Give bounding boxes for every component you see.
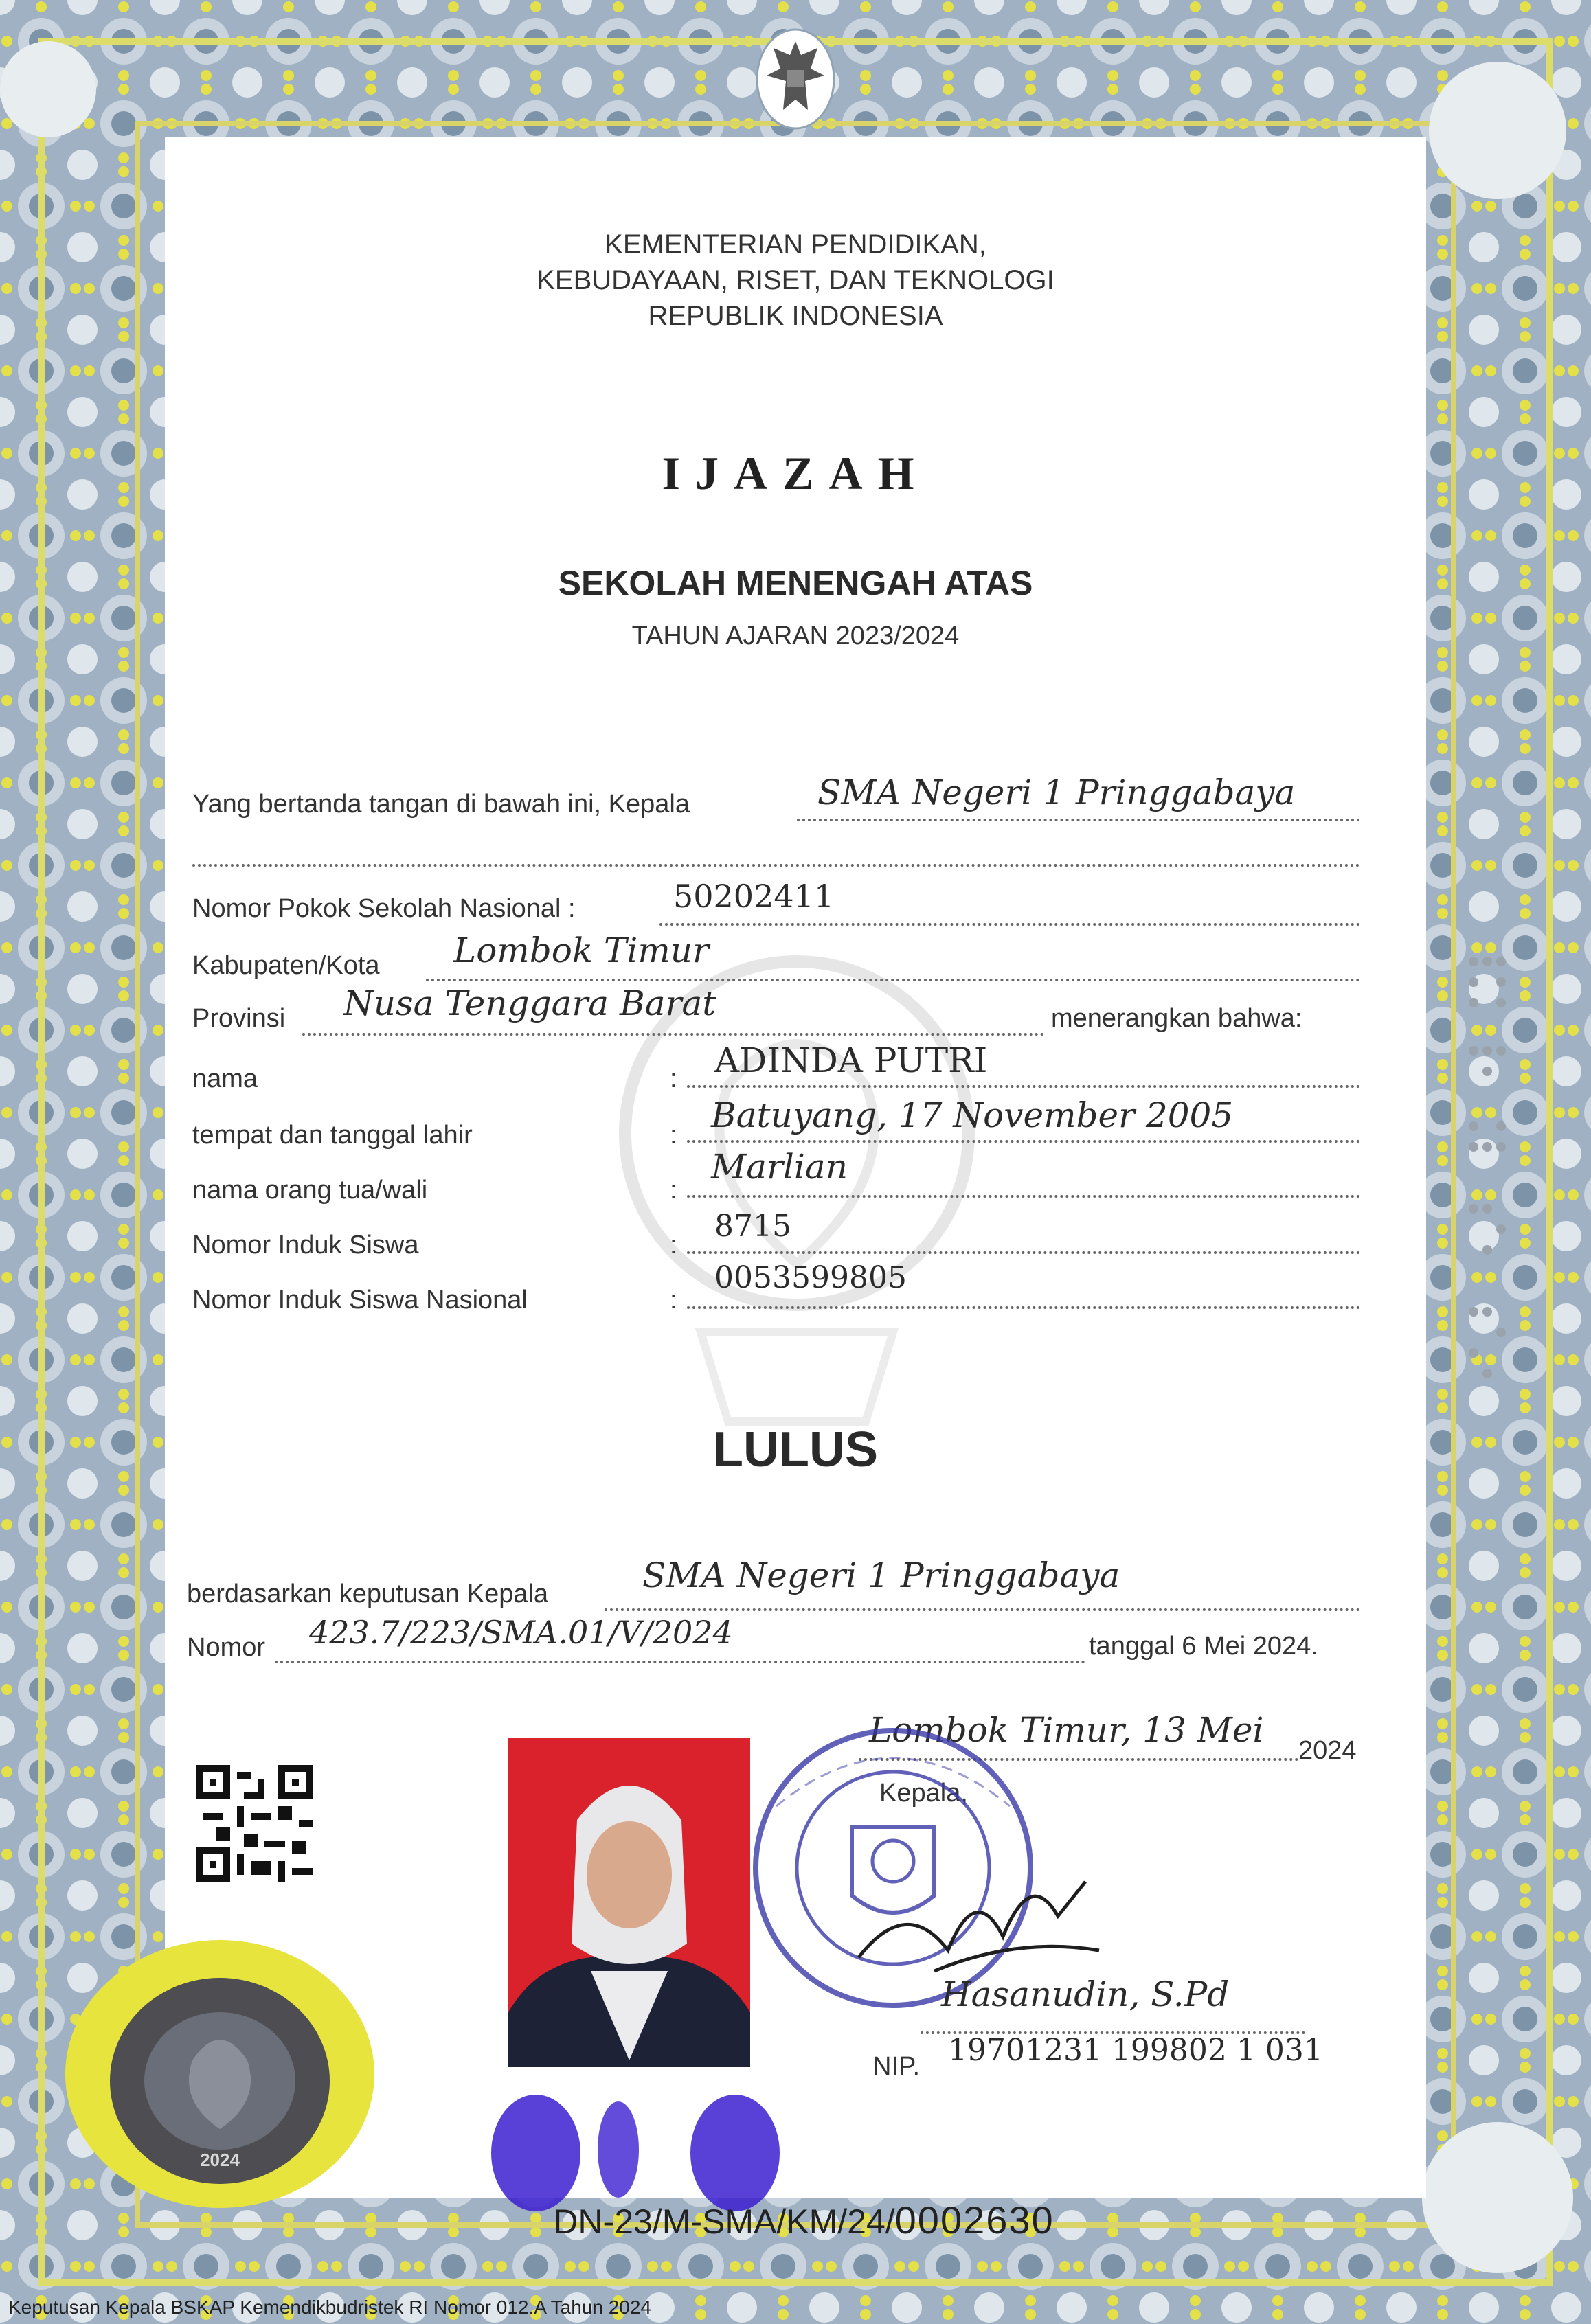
- npsn-value: 50202411: [673, 878, 835, 915]
- name-dotline: [687, 1085, 1360, 1088]
- regency-dotline: [426, 979, 1360, 981]
- nisn-value: 0053599805: [714, 1260, 907, 1295]
- province-label: Provinsi: [192, 1004, 286, 1033]
- nisn-label: Nomor Induk Siswa Nasional: [192, 1286, 528, 1314]
- nis-label: Nomor Induk Siswa: [192, 1231, 419, 1260]
- colon: :: [670, 1064, 677, 1093]
- colon: :: [670, 1121, 677, 1150]
- npsn-dotline: [659, 923, 1360, 926]
- regency-value: Lombok Timur: [453, 931, 709, 970]
- sign-place-date: Lombok Timur, 13 Mei: [869, 1710, 1264, 1750]
- serial-digits: 0002630: [894, 2198, 1054, 2242]
- birth-dotline: [687, 1140, 1360, 1143]
- ministry-line2: KEBUDAYAAN, RISET, DAN TEKNOLOGI: [537, 265, 1054, 295]
- graduation-result: LULUS: [713, 1422, 878, 1477]
- school-level: SEKOLAH MENENGAH ATAS: [558, 564, 1033, 602]
- ministry-line3: REPUBLIK INDONESIA: [648, 301, 943, 331]
- nis-dotline: [687, 1251, 1360, 1254]
- student-name-label: nama: [192, 1064, 258, 1093]
- blank-dotline: [192, 864, 1360, 867]
- intro-label: Yang bertanda tangan di bawah ini, Kepala: [192, 790, 690, 819]
- decision-date: tanggal 6 Mei 2024.: [1089, 1632, 1318, 1661]
- student-photo: [508, 1738, 750, 2067]
- decision-number-value: 423.7/223/SMA.01/V/2024: [309, 1614, 733, 1651]
- parent-dotline: [687, 1195, 1360, 1198]
- certificate-title: IJAZAH: [662, 447, 929, 499]
- hologram-seal: [62, 1937, 378, 2211]
- perforated-serial-icon: [1453, 941, 1522, 1415]
- nip-value: 19701231 199802 1 031: [948, 2033, 1323, 2068]
- footer-decree: Keputusan Kepala BSKAP Kemendikbudristek RI Nomor 012.A Tahun 2024: [8, 2297, 652, 2318]
- student-name-value: ADINDA PUTRI: [714, 1040, 988, 1080]
- intro-dotline: [797, 819, 1360, 821]
- decision-number-label: Nomor: [187, 1633, 266, 1662]
- serial-number: [495, 2198, 1113, 2242]
- province-dotline: [302, 1033, 1044, 1036]
- qr-code-icon: [196, 1765, 313, 1882]
- garuda-emblem-icon: [756, 27, 835, 130]
- parent-label: nama orang tua/wali: [192, 1176, 428, 1205]
- birth-label: tempat dan tanggal lahir: [192, 1121, 473, 1150]
- regency-label: Kabupaten/Kota: [192, 951, 380, 980]
- student-portrait-icon: [508, 1738, 750, 2067]
- birth-value: Batuyang, 17 November 2005: [711, 1095, 1234, 1135]
- nip-label: NIP.: [872, 2052, 921, 2081]
- ministry-heading: [0, 227, 1591, 334]
- province-value: Nusa Tenggara Barat: [343, 983, 716, 1023]
- colon: :: [670, 1286, 677, 1314]
- nis-value: 8715: [714, 1209, 791, 1244]
- parent-value: Marlian: [711, 1147, 848, 1187]
- principal-name: Hasanudin, S.Pd: [941, 1974, 1230, 2014]
- npsn-label: Nomor Pokok Sekolah Nasional :: [192, 894, 576, 923]
- sign-year: 2024: [1298, 1736, 1357, 1765]
- sign-title: Kepala,: [879, 1779, 968, 1808]
- hologram-year: 2024: [200, 2150, 240, 2170]
- signature-scribble-icon: [852, 1854, 1113, 1992]
- ministry-line1: KEMENTERIAN PENDIDIKAN,: [605, 229, 986, 260]
- decision-dotline: [605, 1608, 1360, 1611]
- decision-number-dotline: [275, 1661, 1085, 1663]
- colon: :: [670, 1231, 677, 1260]
- decision-school-value: SMA Negeri 1 Pringgabaya: [642, 1556, 1120, 1595]
- serial-prefix: DN-23/M-SMA/KM/24/: [553, 2202, 895, 2241]
- nisn-dotline: [687, 1306, 1360, 1309]
- colon: :: [670, 1176, 677, 1205]
- tut-wuri-watermark-icon: [605, 948, 989, 1456]
- intro-school-value: SMA Negeri 1 Pringgabaya: [817, 773, 1296, 812]
- province-suffix: menerangkan bahwa:: [1051, 1004, 1302, 1033]
- decision-label: berdasarkan keputusan Kepala: [187, 1580, 549, 1608]
- academic-year: TAHUN AJARAN 2023/2024: [631, 622, 960, 650]
